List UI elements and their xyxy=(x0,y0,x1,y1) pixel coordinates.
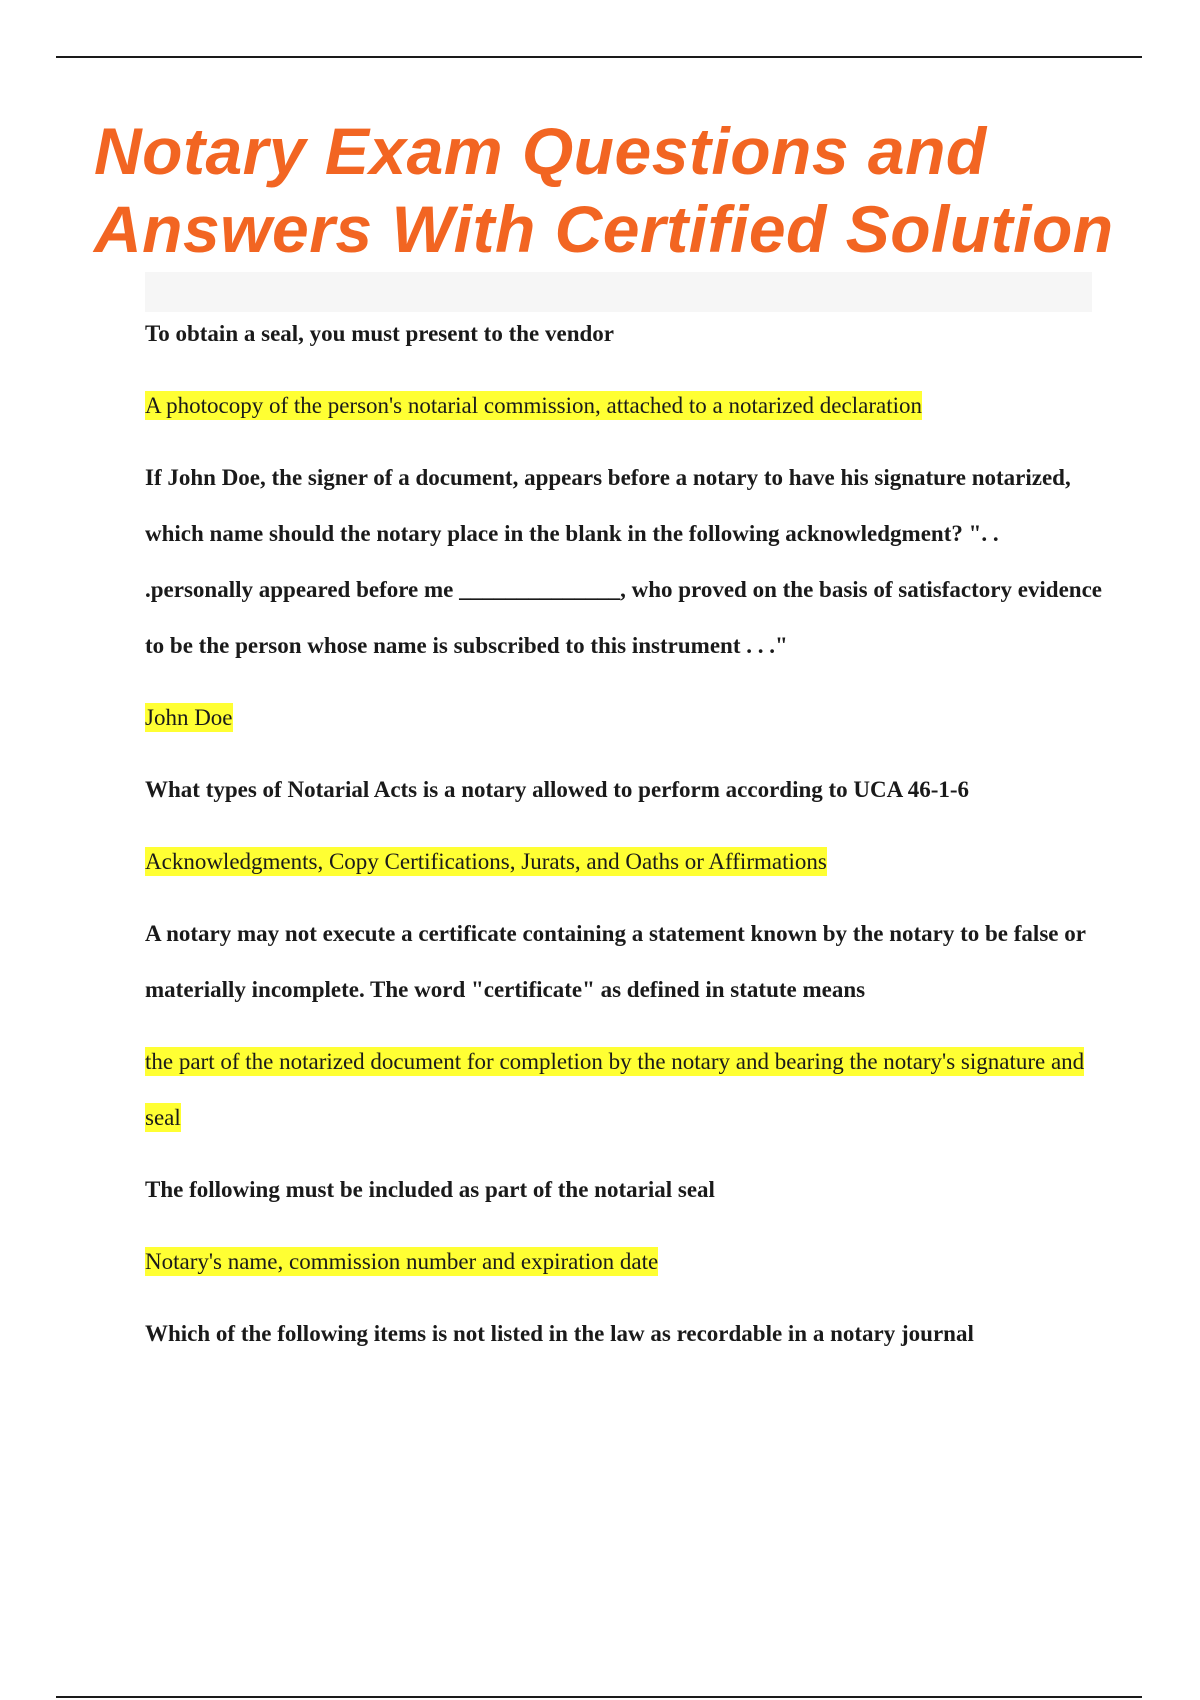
question-6: Which of the following items is not listed in the law as recordable in a notary journal xyxy=(145,1321,974,1346)
answer-2-highlight: John Doe xyxy=(145,705,233,730)
top-rule xyxy=(56,56,1142,58)
question-4: A notary may not execute a certificate containing a statement known by the notary to be false or materially incomplete. The word "certificate" as defined in statute means xyxy=(145,921,1086,1002)
document-title: Notary Exam Questions and Answers With Certified Solution xyxy=(94,114,1114,266)
bottom-rule xyxy=(56,1696,1142,1698)
answer-3-highlight: Acknowledgments, Copy Certifications, Jurats, and Oaths or Affirmations xyxy=(145,849,827,874)
answer-1-highlight: A photocopy of the person's notarial commission, attached to a notarized declaration xyxy=(145,393,922,418)
answer-1 xyxy=(145,378,1105,434)
answer-4 xyxy=(145,1034,1105,1146)
question-5: The following must be included as part of the notarial seal xyxy=(145,1177,715,1202)
question-3: What types of Notarial Acts is a notary allowed to perform according to UCA 46-1-6 xyxy=(145,777,970,802)
answer-5-highlight: Notary's name, commission number and expiration date xyxy=(145,1249,659,1274)
answer-3 xyxy=(145,834,1105,890)
question-1: To obtain a seal, you must present to the vendor xyxy=(145,321,614,346)
qa-list xyxy=(145,306,1105,1378)
answer-2 xyxy=(145,690,1105,746)
question-2: If John Doe, the signer of a document, appears before a notary to have his signature notarized, which name should the notary place in the blank in the following acknowledgment? ". . .personally appeared before me ______________, who proved on the basis of satisfactory evidence to be the person whose name is subscribed to this instrument . . ." xyxy=(145,465,1103,658)
answer-5 xyxy=(145,1234,1105,1290)
answer-4-highlight: the part of the notarized document for completion by the notary and bearing the notary's signature and seal xyxy=(145,1049,1085,1130)
